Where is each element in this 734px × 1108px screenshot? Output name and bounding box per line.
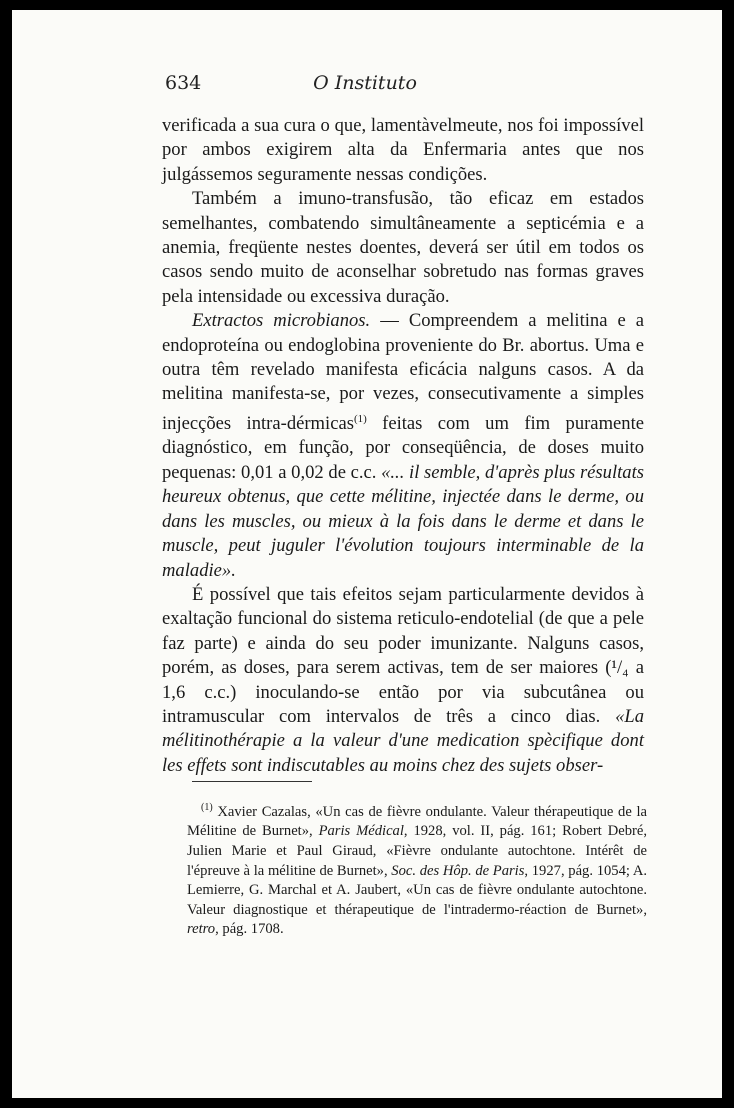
- footnote: [187, 798, 647, 940]
- footnote-reference: (1): [353, 412, 367, 425]
- paragraph: [162, 309, 644, 583]
- paragraph-text: É possível que tais efeitos sejam particularmente devidos à exaltação funcional do sistema reticulo-endotelial (de que a pele faz parte) e ainda do seu poder imunizante. Nalguns casos, porém, as doses, para serem activas, tem de ser maiores (¹/₄ a 1,6 c.c.) inoculando-se então por via subcutânea ou intramuscular com intervalos de três a cinco dias.: [162, 583, 644, 727]
- paragraph-text: feitas com um fim puramente diagnóstico, em função, por conseqüência, de doses muito pequenas: 0,01 a 0,02 de c.c.: [162, 413, 644, 483]
- footnote-text: , pág. 1708.: [215, 921, 284, 938]
- footnote-divider: [192, 781, 312, 782]
- main-text: [162, 114, 644, 778]
- french-quote: «... il semble, d'après plus résultats heureux obtenus, que cette mélitine, injectée dans le derme, ou dans les muscles, ou mieux à la fois dans le derme et dans le muscle, peut juguler l'évolution toujours interminable de la maladie».: [162, 461, 644, 581]
- paragraph-text: — Compreendem a melitina e a endoproteína ou endoglobina proveniente do Br. abortus. Uma e outra têm revelado manifesta eficácia nalguns casos. A da melitina manifesta-se, por vezes, consecutivamente a simples injecções intra-dérmicas: [162, 310, 644, 435]
- footnote-text: , 1927, pág. 1054; A. Lemierre, G. Marchal et A. Jaubert, «Un cas de fièvre ondulante autochtone. Valeur diagnostique et thérapeutique de l'intradermo-réaction de Burnet»,: [187, 862, 648, 918]
- page-number: 634: [165, 72, 202, 94]
- footnote-text: Xavier Cazalas, «Un cas de fièvre ondulante. Valeur thérapeutique de la Mélitine de Burnet»,: [187, 803, 647, 840]
- footnote-marker: (1): [201, 802, 213, 813]
- footnote-text: , 1928, vol. II, pág. 161; Robert Debré, Julien Marie et Paul Giraud, «Fièvre ondulante autochtone. Intérêt de l'épreuve à la mélitine de Burnet»,: [187, 823, 648, 879]
- document-page: [12, 10, 722, 1098]
- paragraph: [162, 114, 644, 187]
- paragraph-text: verificada a sua cura o que, lamentàvelmeute, nos foi impossível por ambos exigirem alta da Enfermaria antes que nos julgássemos seguramente nessas condições.: [162, 115, 644, 185]
- section-heading: Extractos microbianos.: [192, 310, 371, 332]
- citation-title: Soc. des Hôp. de Paris: [391, 862, 525, 879]
- citation-title: retro: [187, 921, 216, 938]
- citation-title: Paris Médical: [318, 823, 404, 840]
- french-quote: «La mélitinothérapie a la valeur d'une medication spècifique dont les effets sont indiscutables au moins chez des sujets obser-: [162, 705, 644, 776]
- journal-title: O Instituto: [313, 72, 417, 94]
- paragraph-text: Também a imuno-transfusão, tão eficaz em estados semelhantes, combatendo simultâneamente a septicémia e a anemia, freqüente nestes doentes, deverá ser útil em todos os casos sendo muito de aconselhar sobretudo nas formas graves pela intensidade ou excessiva duração.: [162, 188, 644, 307]
- paragraph: [162, 583, 644, 778]
- paragraph: [162, 187, 644, 309]
